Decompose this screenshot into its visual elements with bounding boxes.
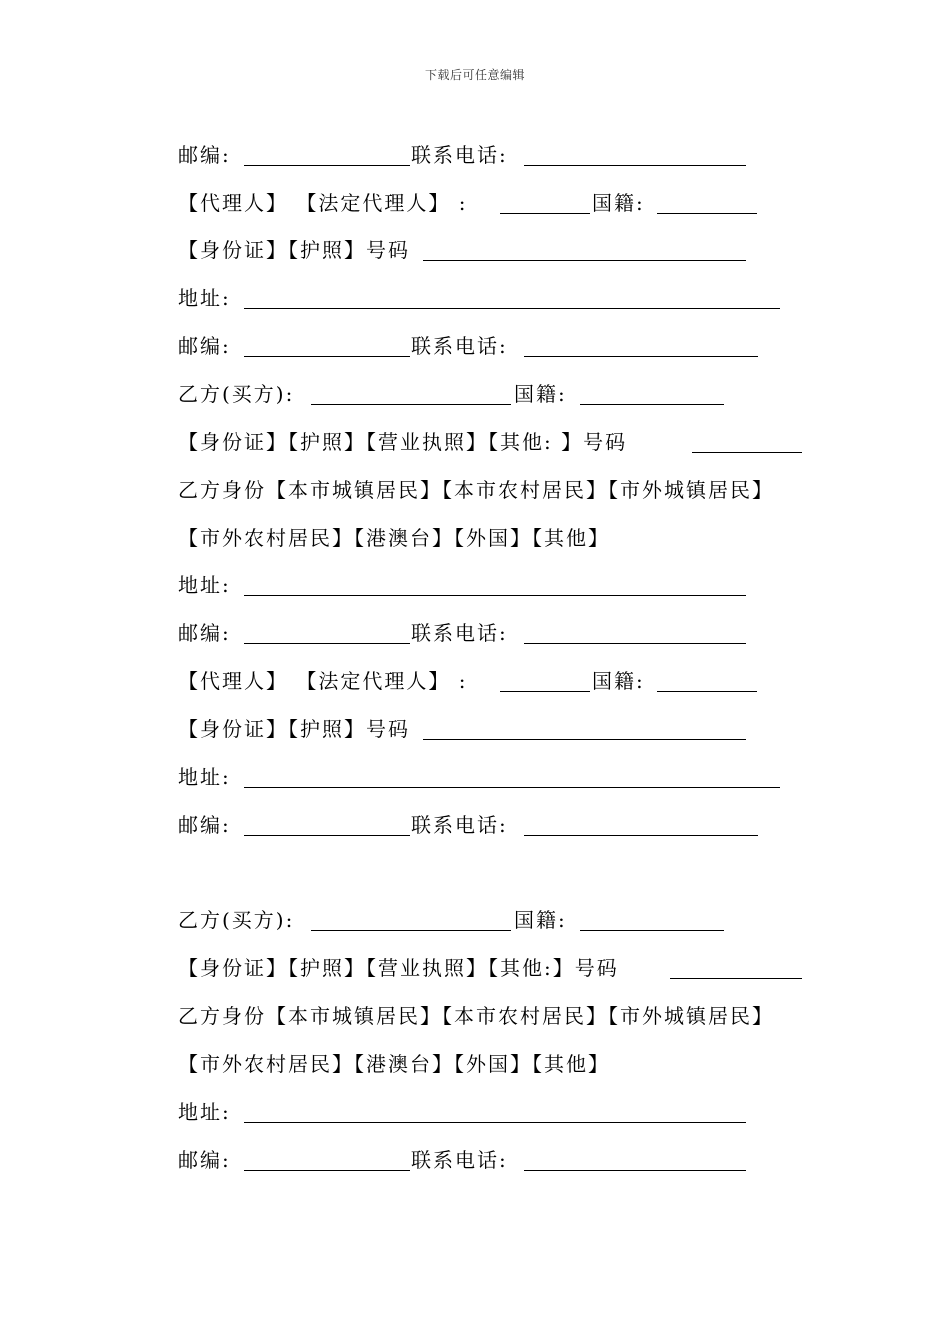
agent-label: 【代理人】 【法定代理人】 : (178, 191, 468, 215)
address-field[interactable] (244, 595, 746, 596)
party-b-name-field[interactable] (311, 404, 511, 405)
party-b-name-field[interactable] (311, 930, 511, 931)
nationality-field[interactable] (657, 213, 757, 214)
id-number-field[interactable] (670, 978, 802, 979)
identity-options-label: 乙方身份【本市城镇居民】【本市农村居民】【市外城镇居民】 (178, 478, 774, 502)
postcode-label: 邮编: (178, 1148, 231, 1172)
address-field[interactable] (244, 1122, 746, 1123)
phone-label: 联系电话: (411, 143, 508, 167)
identity-options-label: 乙方身份【本市城镇居民】【本市农村居民】【市外城镇居民】 (178, 1004, 774, 1028)
postcode-field[interactable] (244, 1170, 410, 1171)
id-number-field[interactable] (423, 739, 746, 740)
postcode-field[interactable] (244, 835, 410, 836)
id-number-label: 【身份证】【护照】号码 (178, 238, 410, 262)
address-field[interactable] (244, 308, 780, 309)
page-header: 下载后可任意编辑 (424, 68, 525, 82)
address-label: 地址: (178, 765, 231, 789)
identity-options-cont: 【市外农村居民】【港澳台】【外国】【其他】 (178, 526, 610, 550)
address-label: 地址: (178, 286, 231, 310)
nationality-label: 国籍: (592, 191, 645, 215)
nationality-field[interactable] (580, 404, 724, 405)
postcode-label: 邮编: (178, 143, 231, 167)
address-label: 地址: (178, 573, 231, 597)
id-number-field[interactable] (692, 452, 802, 453)
nationality-field[interactable] (580, 930, 724, 931)
phone-label: 联系电话: (411, 621, 508, 645)
postcode-field[interactable] (244, 356, 410, 357)
id-types-label: 【身份证】【护照】【营业执照】【其他:】号码 (178, 956, 619, 980)
nationality-label: 国籍: (514, 382, 567, 406)
agent-name-field[interactable] (500, 213, 590, 214)
agent-label: 【代理人】 【法定代理人】 : (178, 669, 468, 693)
phone-label: 联系电话: (411, 334, 508, 358)
identity-options-cont: 【市外农村居民】【港澳台】【外国】【其他】 (178, 1052, 610, 1076)
party-b-label: 乙方(买方): (178, 908, 295, 932)
id-types-label: 【身份证】【护照】【营业执照】【其他: 】号码 (178, 430, 628, 454)
address-label: 地址: (178, 1100, 231, 1124)
postcode-field[interactable] (244, 165, 410, 166)
id-number-label: 【身份证】【护照】号码 (178, 717, 410, 741)
nationality-label: 国籍: (592, 669, 645, 693)
phone-label: 联系电话: (411, 813, 508, 837)
id-number-field[interactable] (423, 260, 746, 261)
address-field[interactable] (244, 787, 780, 788)
postcode-label: 邮编: (178, 813, 231, 837)
postcode-label: 邮编: (178, 621, 231, 645)
nationality-field[interactable] (657, 691, 757, 692)
postcode-label: 邮编: (178, 334, 231, 358)
phone-field[interactable] (524, 1170, 746, 1171)
phone-field[interactable] (524, 835, 758, 836)
phone-field[interactable] (524, 356, 758, 357)
postcode-field[interactable] (244, 643, 410, 644)
party-b-label: 乙方(买方): (178, 382, 295, 406)
agent-name-field[interactable] (500, 691, 590, 692)
phone-field[interactable] (524, 643, 746, 644)
phone-label: 联系电话: (411, 1148, 508, 1172)
phone-field[interactable] (524, 165, 746, 166)
nationality-label: 国籍: (514, 908, 567, 932)
